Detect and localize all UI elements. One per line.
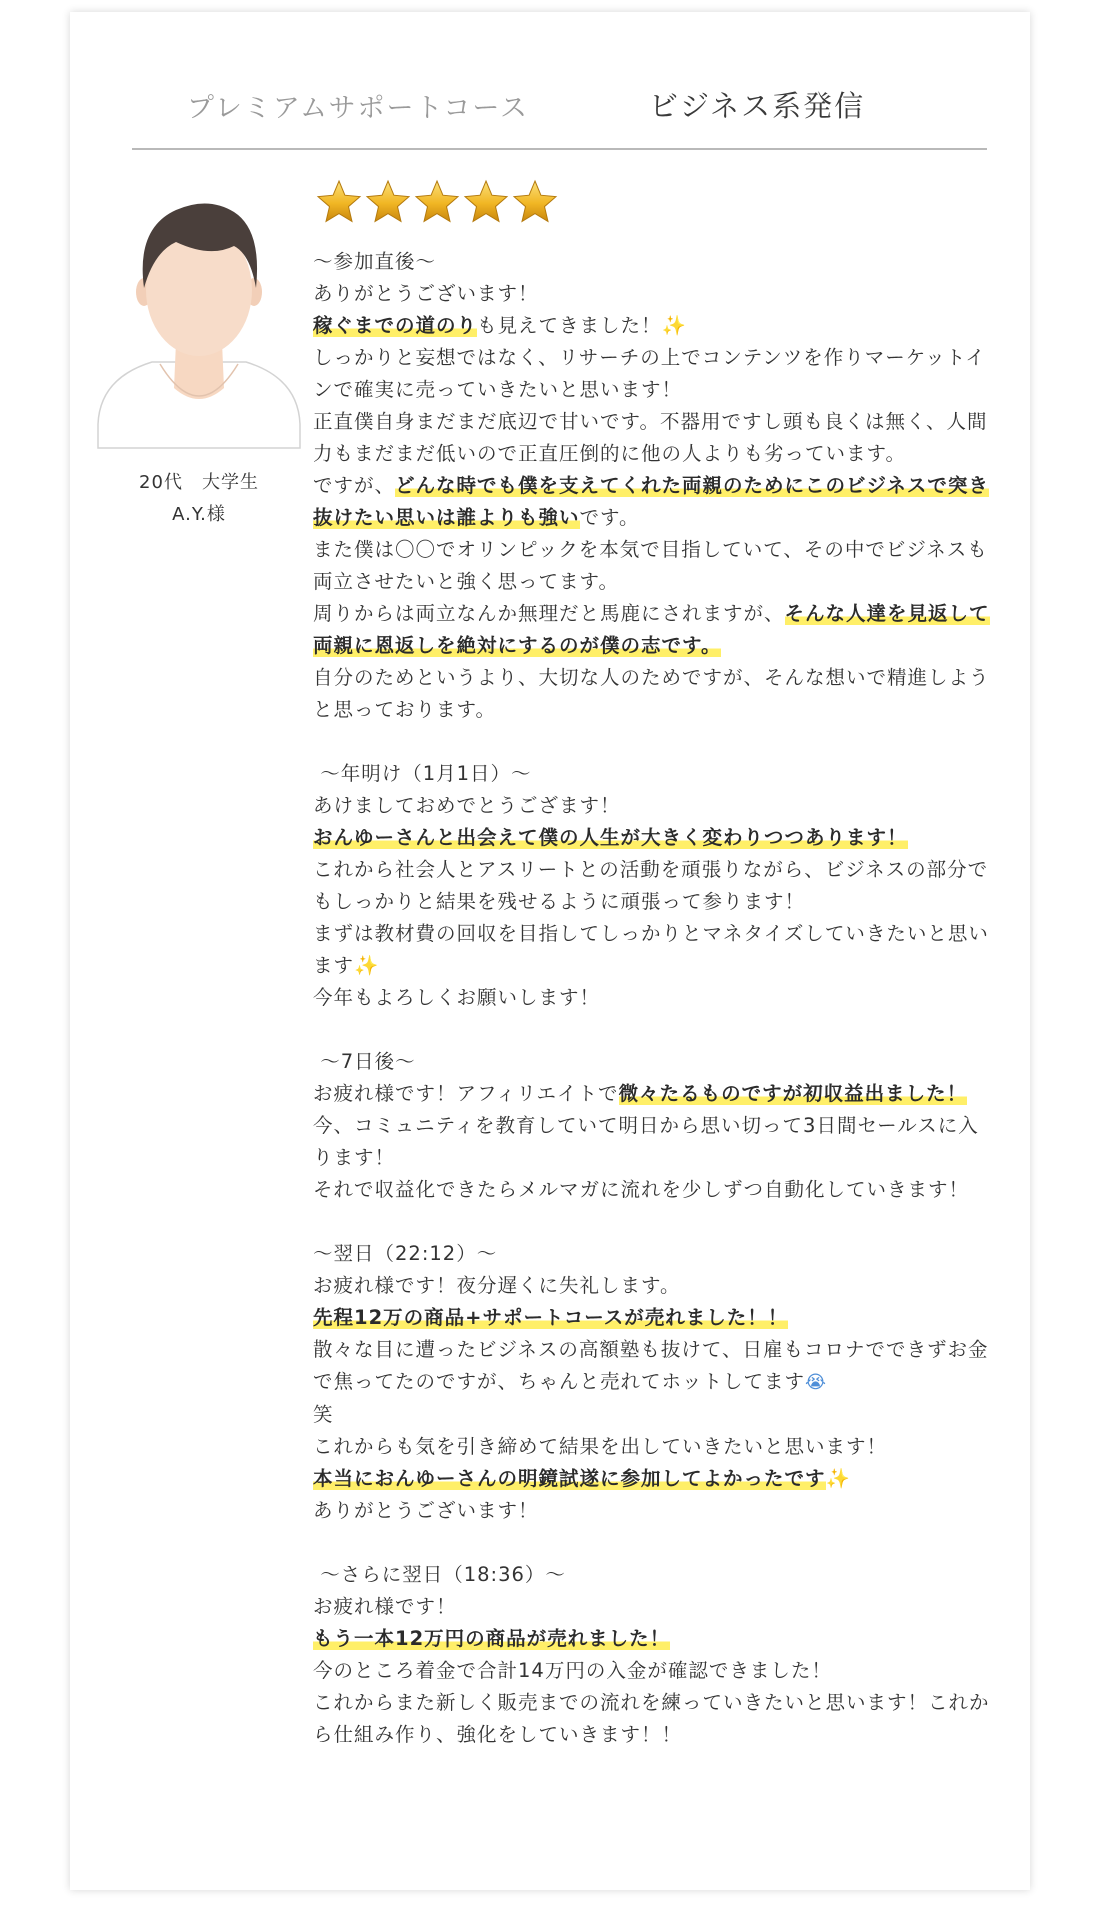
highlight-text: 稼ぐまでの道のり: [313, 314, 478, 337]
sparkles-icon: ✨: [661, 314, 687, 337]
highlight-text: 本当におんゆーさんの明鏡試遂に参加してよかったです: [313, 1467, 826, 1490]
highlight-text: どんな時でも僕を支えてくれた両親のためにこのビジネスで突き抜けたい思いは誰よりも強い: [313, 474, 989, 529]
genre-label: ビジネス系発信: [649, 89, 866, 123]
section-heading: 〜さらに翌日（18:36）〜: [313, 1563, 566, 1586]
sparkles-icon: ✨: [354, 954, 380, 977]
sparkles-icon: ✨: [825, 1467, 851, 1490]
reviewer-attributes: 20代 大学生: [139, 472, 259, 493]
section-heading: 〜7日後〜: [313, 1050, 416, 1073]
review-text: お疲れ様です！: [313, 1595, 457, 1618]
crying-face-icon: 😭: [805, 1372, 828, 1393]
review-text: これからまた新しく販売までの流れを練っていきたいと思います！これから仕組み作り、強化をしていきます！！: [313, 1691, 990, 1746]
review-text: 今のところ着金で合計14万円の入金が確認できました！: [313, 1659, 832, 1682]
review-text: です。: [579, 506, 640, 529]
highlight-text: 微々たるものですが初収益出ました！: [618, 1082, 968, 1105]
review-text: 正直僕自身まだまだ底辺で甘いです。不器用ですし頭も良くは無く、人間力もまだまだ低いので正直圧倒的に他の人よりも劣っています。: [313, 410, 988, 465]
section-heading: 〜年明け（1月1日）〜: [313, 762, 532, 785]
star-icon: [413, 178, 461, 226]
review-text: しっかりと妄想ではなく、リサーチの上でコンテンツを作りマーケットインで確実に売っていきたいと思います！: [313, 346, 986, 401]
review-text: 笑: [313, 1403, 334, 1426]
testimonial-header: [132, 50, 987, 150]
review-body: [313, 246, 996, 1751]
course-name: プレミアムサポートコース: [187, 93, 530, 124]
review-text: 今、コミュニティを教育していて明日から思い切って3日間セールスに入ります！: [313, 1114, 979, 1169]
review-text: 自分のためというより、大切な人のためですが、そんな想いで精進しようと思っております。: [313, 666, 990, 721]
review-text: 今年もよろしくお願いします！: [313, 986, 601, 1009]
star-icon: [364, 178, 412, 226]
testimonial-card: [70, 12, 1030, 1890]
review-text: それで収益化できたらメルマガに流れを少しずつ自動化していきます！: [313, 1178, 970, 1201]
star-icon: [315, 178, 363, 226]
section-heading: 〜翌日（22:12）〜: [313, 1242, 498, 1265]
review-text: ですが、: [313, 474, 396, 497]
star-rating: [315, 178, 559, 230]
section-heading: 〜参加直後〜: [313, 250, 437, 273]
review-text: も見えてきました！: [477, 314, 662, 337]
star-icon: [511, 178, 559, 226]
highlight-text: もう一本12万円の商品が売れました！: [313, 1627, 671, 1650]
avatar-icon: [96, 192, 302, 450]
review-text: お疲れ様です！夜分遅くに失礼します。: [313, 1274, 681, 1297]
review-text: これから社会人とアスリートとの活動を頑張りながら、ビジネスの部分でもしっかりと結果を残せるように頑張って参ります！: [313, 858, 989, 913]
highlight-text: 先程12万の商品+サポートコースが売れました！！: [313, 1306, 789, 1329]
review-text: ありがとうございます！: [313, 1499, 539, 1522]
review-text: これからも気を引き締めて結果を出していきたいと思います！: [313, 1435, 888, 1458]
star-icon: [462, 178, 510, 226]
highlight-text: おんゆーさんと出会えて僕の人生が大きく変わりつつあります！: [313, 826, 908, 849]
review-text: まずは教材費の回収を目指してしっかりとマネタイズしていきたいと思います: [313, 922, 989, 977]
review-text: また僕は〇〇でオリンピックを本気で目指していて、その中でビジネスも両立させたいと強く思ってます。: [313, 538, 988, 593]
highlight-text: そんな人達を見返して両親に恩返しを絶対にするのが僕の志です。: [313, 602, 990, 657]
reviewer-name: A.Y.様: [172, 504, 226, 525]
review-text: ありがとうございます！: [313, 282, 539, 305]
review-text: 周りからは両立なんか無理だと馬鹿にされますが、: [313, 602, 785, 625]
review-text: お疲れ様です！アフィリエイトで: [313, 1082, 619, 1105]
review-text: 散々な目に遭ったビジネスの高額塾も抜けて、日雇もコロナでできずお金で焦ってたのですが、ちゃんと売れてホットしてます: [313, 1338, 989, 1393]
review-text: あけましておめでとうござます！: [313, 794, 621, 817]
